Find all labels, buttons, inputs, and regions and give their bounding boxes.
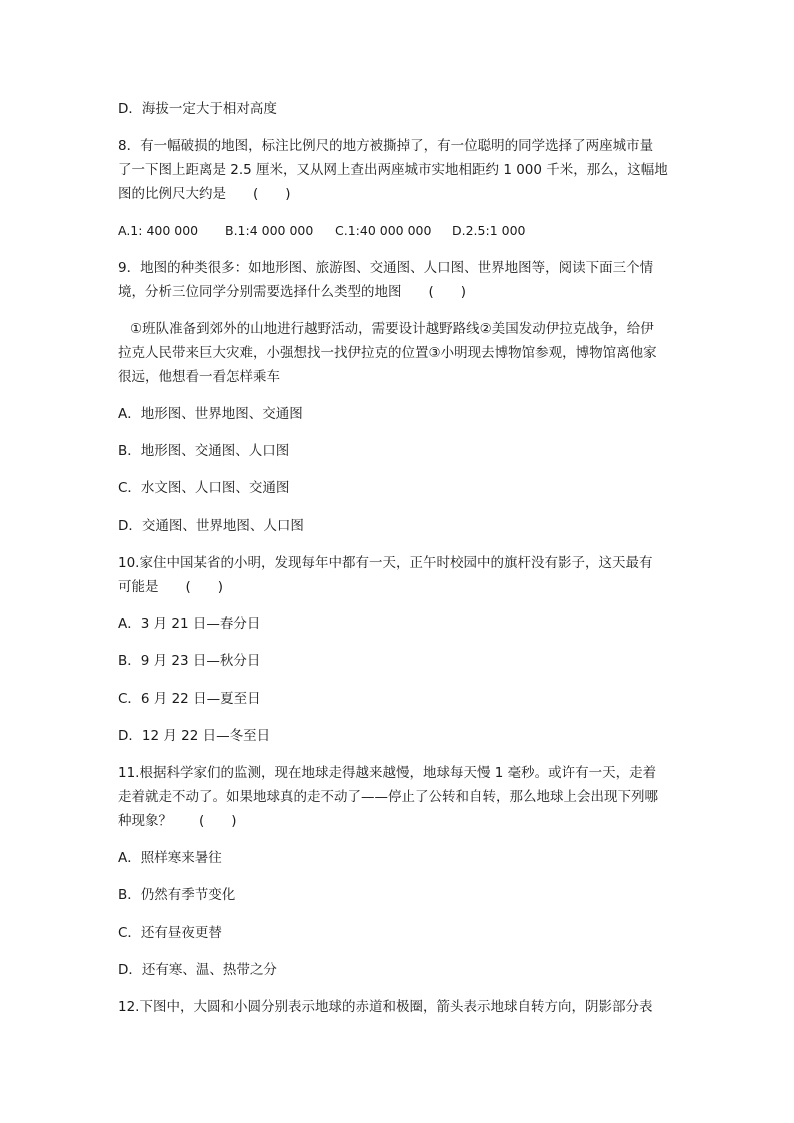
- q11-option-a: A．照样寒来暑往: [118, 850, 222, 866]
- q10-stem-line-1: 10.家住中国某省的小明，发现每年中都有一天，正午时校园中的旗杆没有影子，这天最有: [118, 555, 653, 571]
- q10-option-c: C．6 月 22 日—夏至日: [118, 691, 261, 707]
- q10-stem-line-2: 可能是 ( ): [118, 579, 224, 595]
- q7-option-d: D．海拔一定大于相对高度: [118, 101, 277, 117]
- q10-option-b: B．9 月 23 日—秋分日: [118, 653, 261, 669]
- q8-option-d: D.2.5:1 000: [452, 223, 526, 238]
- q8-stem-line-1: 8．有一幅破损的地图，标注比例尺的地方被撕掉了，有一位聪明的同学选择了两座城市量: [118, 138, 654, 154]
- q11-option-b: B．仍然有季节变化: [118, 887, 236, 903]
- q9-option-c: C．水文图、人口图、交通图: [118, 480, 290, 496]
- q8-options: [118, 221, 678, 241]
- q11-stem-line-1: 11.根据科学家们的监测，现在地球走得越来越慢，地球每天慢 1 毫秒。或许有一天，走着: [118, 765, 657, 781]
- q9-scenario-line-1: ①班队准备到郊外的山地进行越野活动，需要设计越野路线②美国发动伊拉克战争，给伊: [130, 321, 654, 337]
- q9-scenario-line-2: 拉克人民带来巨大灾难，小强想找一找伊拉克的位置③小明现去博物馆参观，博物馆离他家: [118, 345, 657, 361]
- q11-option-c: C．还有昼夜更替: [118, 925, 222, 941]
- q10-option-a: A．3 月 21 日—春分日: [118, 616, 261, 632]
- q8-option-b: B.1:4 000 000: [225, 223, 314, 238]
- q11-option-d: D．还有寒、温、热带之分: [118, 962, 277, 978]
- q11-stem-line-3: 种现象？ ( ): [118, 813, 237, 829]
- q9-option-b: B．地形图、交通图、人口图: [118, 443, 290, 459]
- q8-option-c: C.1:40 000 000: [335, 223, 432, 238]
- q12-stem-line-1: 12.下图中，大圆和小圆分别表示地球的赤道和极圈，箭头表示地球自转方向，阴影部分表: [118, 999, 653, 1015]
- q10-option-d: D．12 月 22 日—冬至日: [118, 728, 271, 744]
- q9-stem-line-1: 9．地图的种类很多：如地形图、旅游图、交通图、人口图、世界地图等，阅读下面三个情: [118, 260, 654, 276]
- q9-option-a: A．地形图、世界地图、交通图: [118, 406, 303, 422]
- q9-stem-line-2: 境，分析三位同学分别需要选择什么类型的地图 ( ): [118, 284, 467, 300]
- q8-stem-line-3: 图的比例尺大约是 ( ): [118, 186, 291, 202]
- q9-option-d: D．交通图、世界地图、人口图: [118, 518, 304, 534]
- q8-option-a: A.1: 400 000: [118, 223, 199, 238]
- q8-stem-line-2: 了一下图上距离是 2.5 厘米，又从网上查出两座城市实地相距约 1 000 千米，那么，这幅地: [118, 162, 668, 178]
- q11-stem-line-2: 走着就走不动了。如果地球真的走不动了——停止了公转和自转，那么地球上会出现下列哪: [118, 789, 658, 805]
- q9-scenario-line-3: 很远，他想看一看怎样乘车: [118, 369, 280, 385]
